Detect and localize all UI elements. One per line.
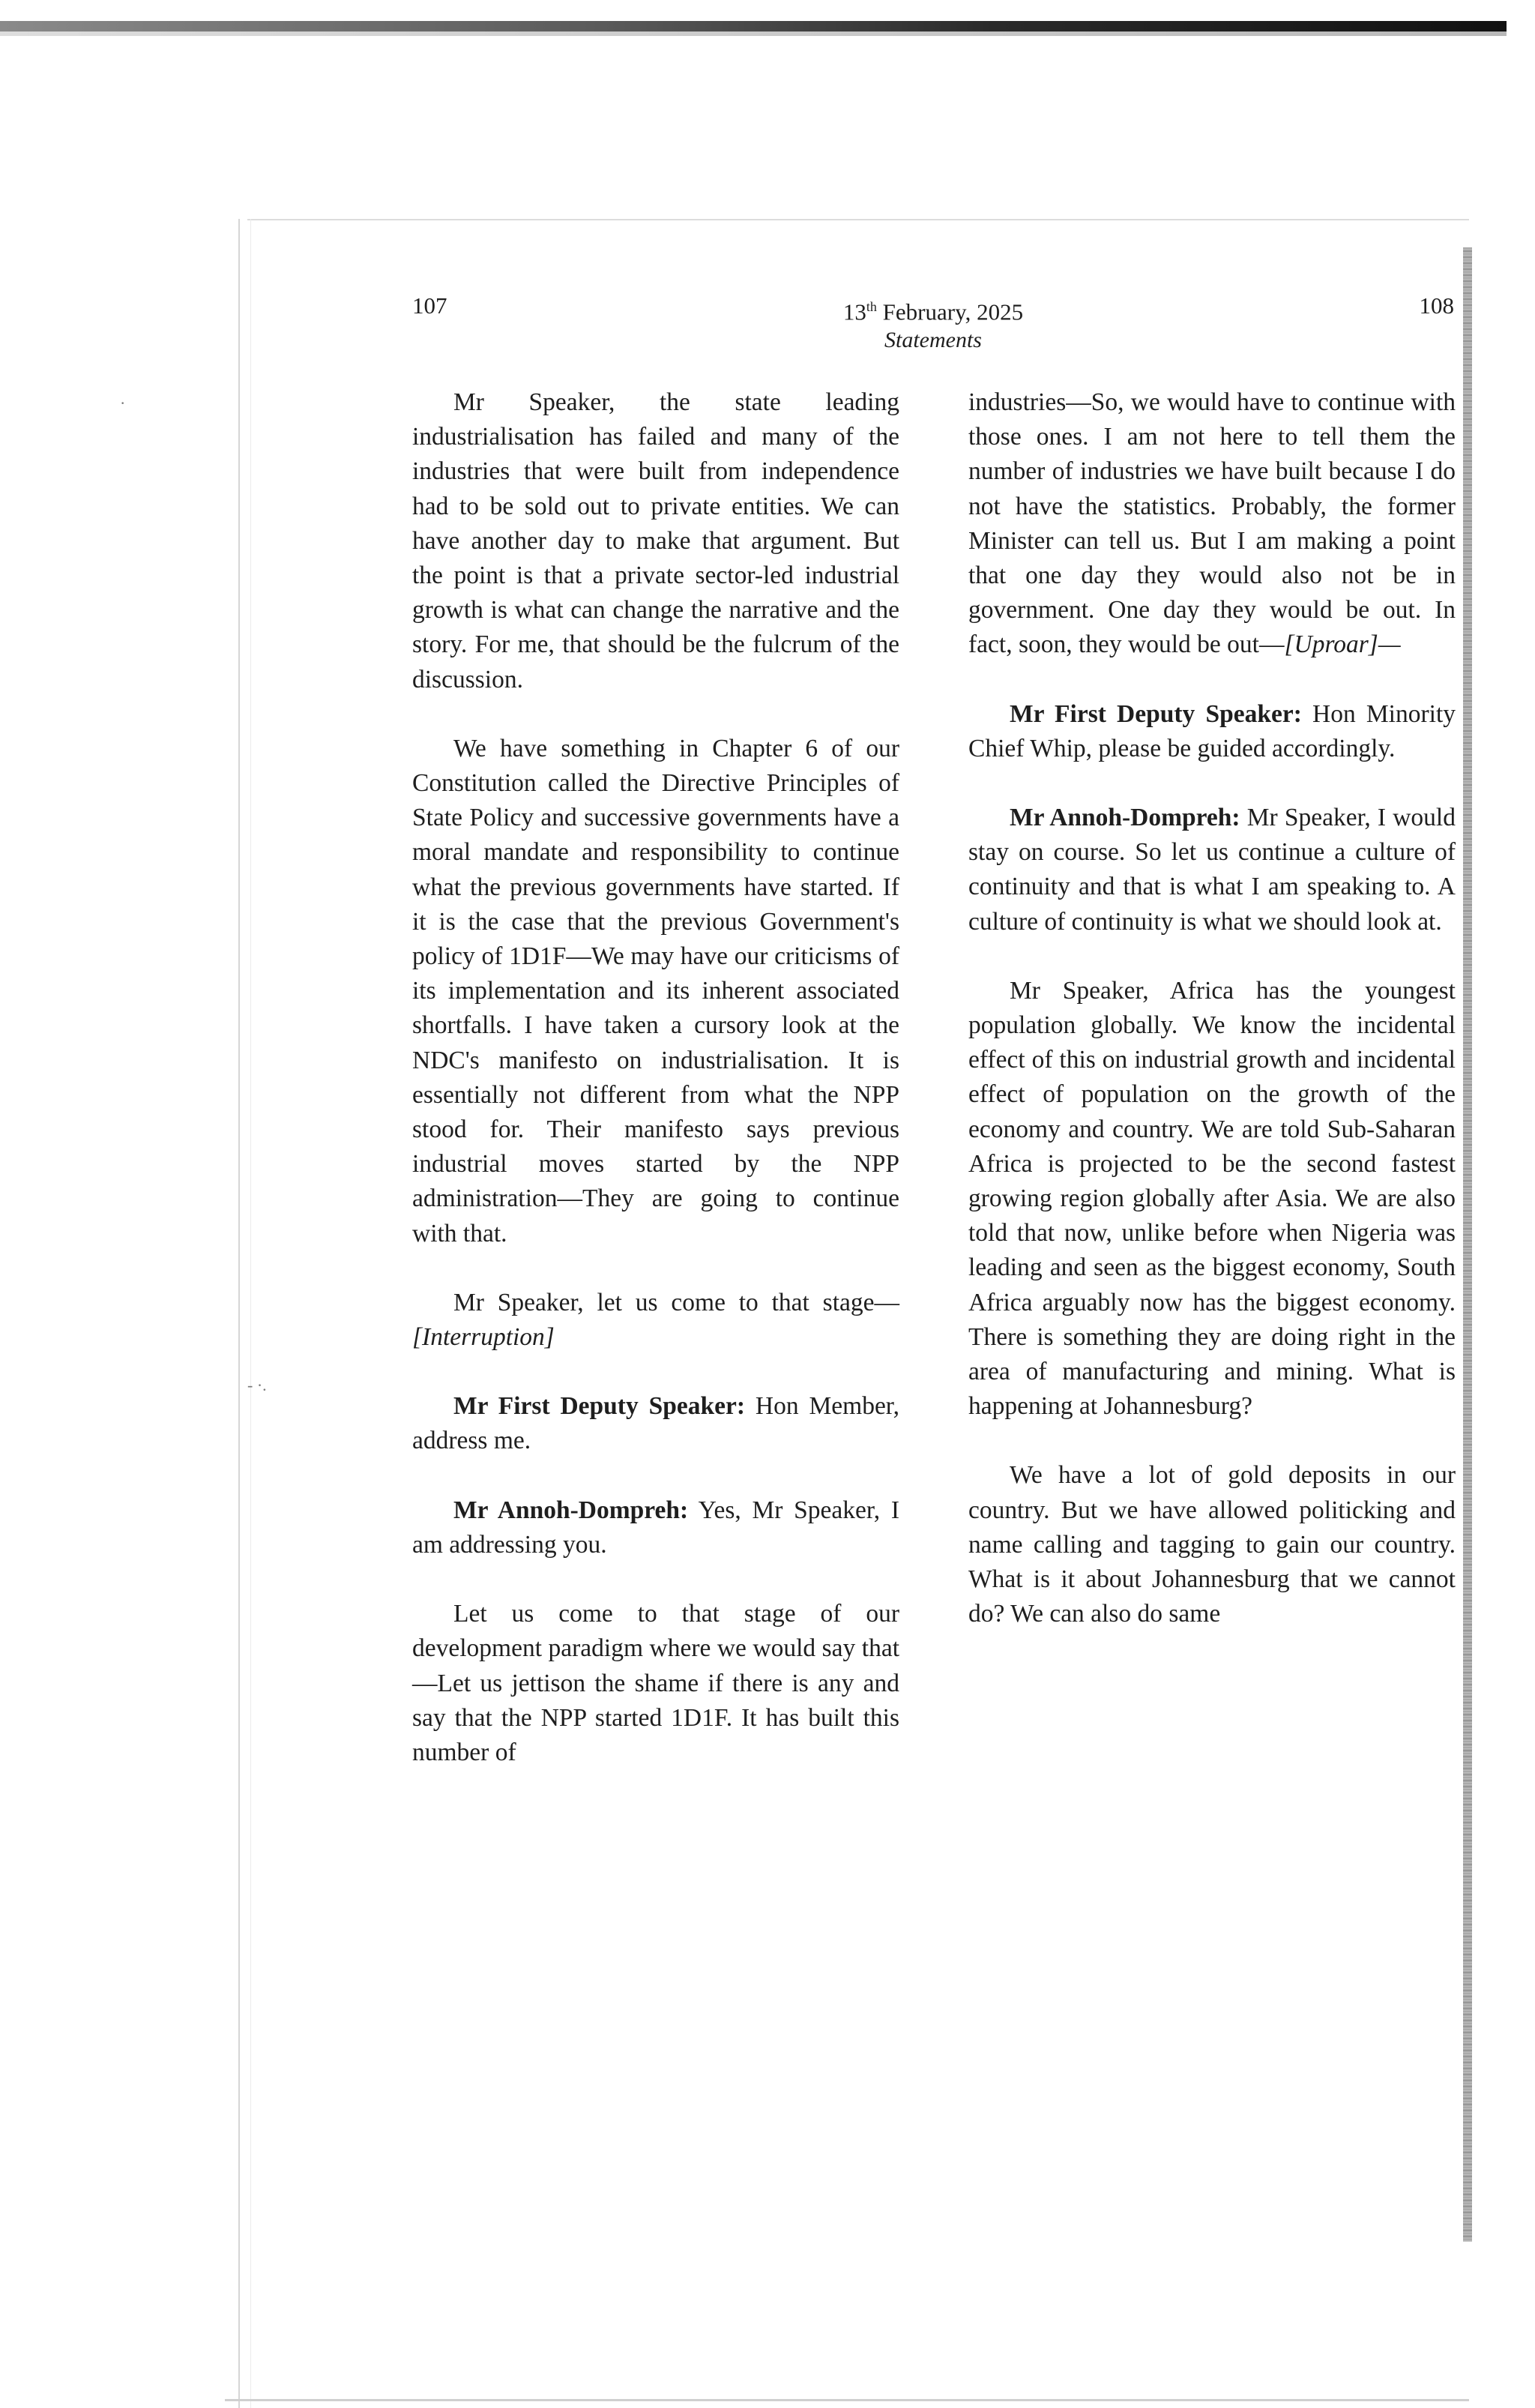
page-bottom-edge xyxy=(225,2399,1469,2401)
page-top-edge xyxy=(247,219,1469,220)
paragraph-text: industries—So, we would have to continue with those ones. I am not here to tell them the number of industries we have built because I do not have the statistics. Probably, the former Minister can tell us. But I am making a point that one day they would also not be in government. One day they would be out. In fact, soon, they would be out— xyxy=(968,388,1456,659)
speaker-name: Mr First Deputy Speaker: xyxy=(453,1392,746,1421)
right-column xyxy=(968,385,1456,1667)
left-column xyxy=(412,385,899,1805)
header-center xyxy=(412,292,1454,355)
paragraph xyxy=(968,801,1456,939)
paragraph-text: Yes, Mr Speaker, I am addressing you. xyxy=(412,1496,899,1559)
paragraph-text: Let us come to that stage of our development paradigm where we would say that—Let us jettison the shame if there is any and say that the NPP started 1D1F. It has built this number of xyxy=(412,1600,899,1766)
paragraph xyxy=(412,1389,899,1458)
stage-direction: [Uproar]— xyxy=(1284,630,1401,659)
paragraph xyxy=(412,1597,899,1770)
paragraph-text: Hon Minority Chief Whip, please be guided accordingly. xyxy=(968,699,1456,762)
paragraph-text: We have a lot of gold deposits in our country. But we have allowed politicking and name calling and tagging to gain our country. What is it about Johannesburg that we cannot do? We can also do same xyxy=(968,1461,1456,1628)
paragraph xyxy=(412,1286,899,1355)
paragraph xyxy=(968,385,1456,663)
speaker-name: Mr Annoh-Dompreh: xyxy=(1010,804,1240,832)
paragraph xyxy=(968,974,1456,1424)
scan-shadow-bar xyxy=(0,21,1507,31)
page-binding-edge xyxy=(1463,247,1472,2242)
paragraph-text: Mr Speaker, I would stay on course. So let us continue a culture of continuity and that is what I am speaking to. A culture of continuity is what we should look at. xyxy=(968,804,1456,936)
paragraph-text: We have something in Chapter 6 of our Constitution called the Directive Principles of State Policy and successive governments have a moral mandate and responsibility to continue what the previous governments have started. If it is the case that the previous Government's policy of 1D1F—We may have our criticisms of its implementation and its inherent associated shortfalls. I have taken a cursory look at the NDC's manifesto on industrialisation. It is essentially not different from what the NPP stood for. Their manifesto says previous industrial moves started by the NPP administration—They are going to continue with that. xyxy=(412,734,899,1247)
page-number-left: 107 xyxy=(412,292,447,319)
speaker-name: Mr First Deputy Speaker: xyxy=(1010,699,1302,728)
header-date xyxy=(412,292,1454,326)
paragraph xyxy=(968,1458,1456,1631)
scan-speck: - ·. xyxy=(247,1376,267,1394)
scan-speck: · xyxy=(120,394,126,412)
date-rest: February, 2025 xyxy=(876,298,1024,325)
paragraph-text: Mr Speaker, Africa has the youngest population globally. We know the incidental effect of this on industrial growth and incidental effect of population on the growth of the economy and country. We are told Sub-Saharan Africa is projected to be the second fastest growing region globally after Asia. We are also told that now, unlike before when Nigeria was leading and seen as the biggest economy, South Africa arguably now has the biggest economy. There is something they are doing right in the area of manufacturing and mining. What is happening at Johannesburg? xyxy=(968,976,1456,1421)
paragraph xyxy=(968,697,1456,766)
page-header xyxy=(412,292,1454,352)
date-day: 13 xyxy=(842,298,866,325)
paragraph xyxy=(412,732,899,1251)
paragraph-text: Hon Member, address me. xyxy=(412,1392,899,1455)
page-left-edge xyxy=(238,219,251,2408)
speaker-name: Mr Annoh-Dompreh: xyxy=(453,1496,689,1524)
page-number-right: 108 xyxy=(1419,292,1454,319)
scan-shadow-bar-lower xyxy=(0,31,1507,36)
paragraph-text: Mr Speaker, let us come to that stage— xyxy=(453,1288,899,1316)
stage-direction: [Interruption] xyxy=(412,1323,555,1352)
section-title: Statements xyxy=(884,328,982,353)
paragraph xyxy=(412,385,899,697)
date-suffix: th xyxy=(866,299,877,314)
paragraph xyxy=(412,1493,899,1562)
paragraph-text: Mr Speaker, the state leading industrialisation has failed and many of the industries that were built from independence had to be sold out to private entities. We can have another day to make that argument. But the point is that a private sector-led industrial growth is what can change the narrative and the story. For me, that should be the fulcrum of the discussion. xyxy=(412,388,899,693)
